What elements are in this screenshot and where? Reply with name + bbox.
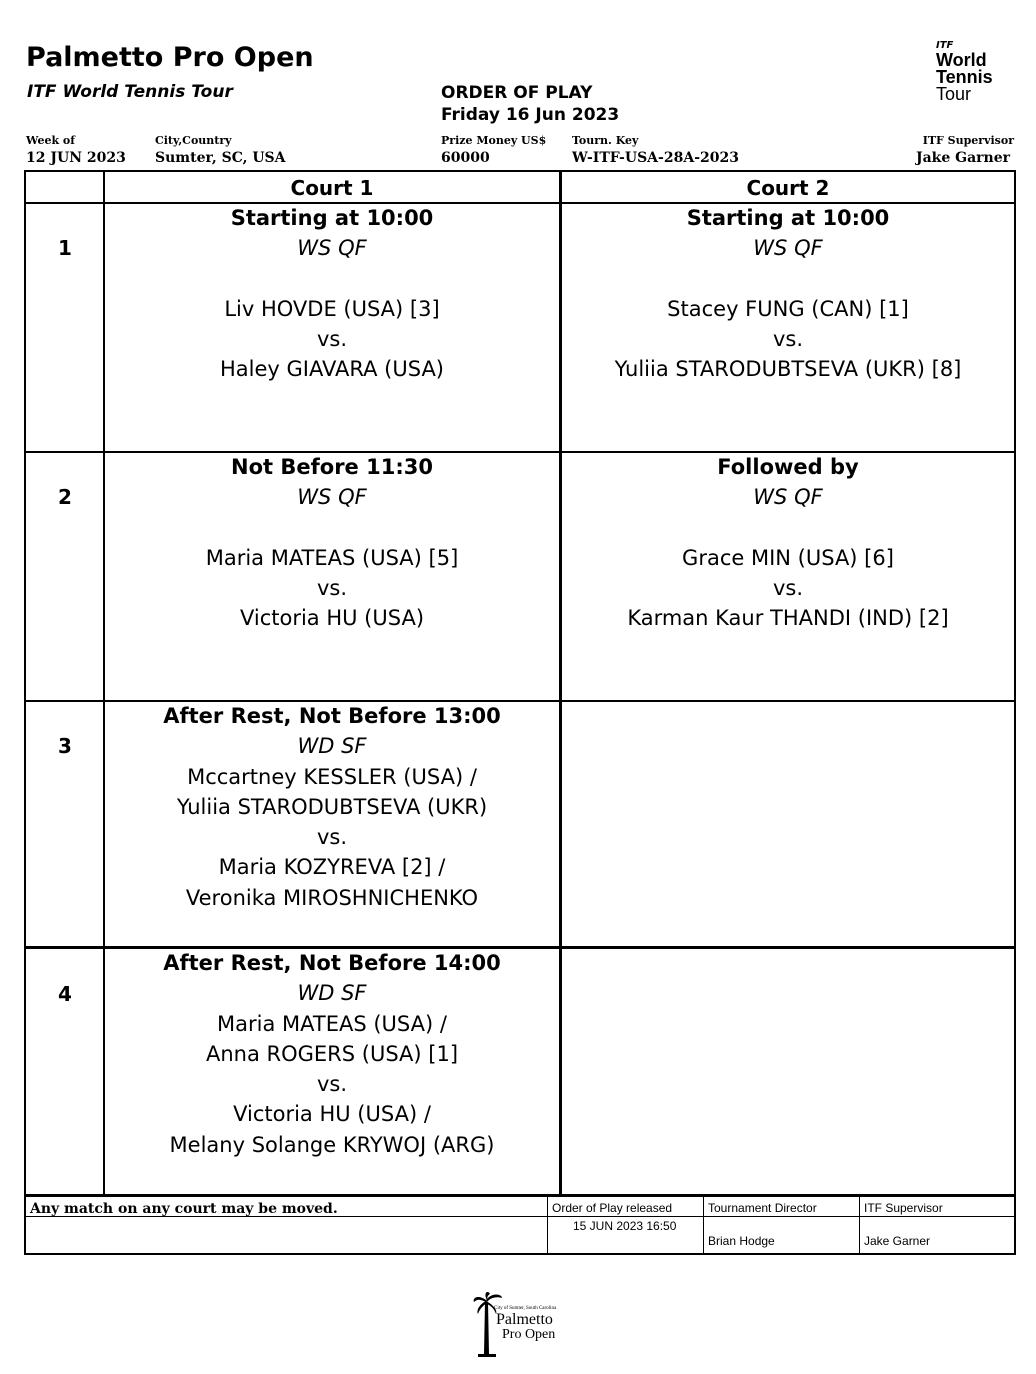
footer-supervisor-value: Jake Garner	[864, 1234, 931, 1248]
versus: vs.	[772, 326, 804, 351]
player-line: Maria KOZYREVA [2] /	[218, 855, 446, 880]
match-event: WS QF	[753, 236, 823, 261]
week-value: 12 JUN 2023	[26, 150, 126, 166]
grid-divider	[26, 1194, 1014, 1197]
week-label: Week of	[26, 134, 75, 147]
tourn-key-value: W-ITF-USA-28A-2023	[572, 150, 739, 166]
versus: vs.	[316, 326, 348, 351]
grid-divider	[859, 1197, 860, 1253]
order-of-play-heading	[441, 82, 619, 126]
sponsor-line2: Pro Open	[502, 1327, 556, 1342]
released-label: Order of Play released	[552, 1201, 673, 1215]
tour-subtitle: ITF World Tennis Tour	[27, 82, 233, 102]
tournament-title: Palmetto Pro Open	[26, 42, 314, 73]
player-line: Yuliia STARODUBTSEVA (UKR)	[176, 794, 488, 819]
row-number: 2	[58, 485, 72, 509]
released-value: 15 JUN 2023 16:50	[573, 1219, 677, 1233]
prize-label: Prize Money US$	[441, 134, 547, 147]
match-cell	[105, 203, 559, 384]
director-label: Tournament Director	[708, 1201, 817, 1215]
row-number: 4	[58, 982, 72, 1006]
city-value: Sumter, SC, USA	[155, 150, 286, 166]
court-2-header: Court 2	[746, 176, 830, 200]
city-label: City,Country	[155, 134, 232, 147]
palmetto-pro-open-logo	[472, 1292, 568, 1362]
match-time: Not Before 11:30	[231, 455, 433, 479]
player-line: Haley GIAVARA (USA)	[219, 357, 445, 382]
player-line: Liv HOVDE (USA) [3]	[224, 296, 440, 321]
court-1-header: Court 1	[290, 176, 374, 200]
match-event: WS QF	[297, 236, 367, 261]
match-time: Starting at 10:00	[230, 206, 434, 230]
play-date: Friday 16 Jun 2023	[441, 105, 620, 125]
player-line: Mccartney KESSLER (USA) /	[187, 764, 477, 789]
footer-supervisor-label: ITF Supervisor	[864, 1201, 943, 1215]
match-time: Followed by	[717, 455, 859, 479]
match-time: After Rest, Not Before 14:00	[163, 951, 501, 975]
match-event: WS QF	[297, 485, 367, 510]
grid-divider	[547, 1197, 548, 1253]
player-line: Yuliia STARODUBTSEVA (UKR) [8]	[614, 357, 962, 382]
match-cell	[562, 203, 1014, 384]
player-line: Veronika MIROSHNICHENKO	[185, 885, 479, 910]
logo-word-world: World	[936, 50, 987, 70]
row-number: 3	[58, 734, 72, 758]
supervisor-value: Jake Garner	[915, 150, 1010, 166]
versus: vs.	[772, 575, 804, 600]
match-cell	[105, 701, 559, 913]
player-line: Grace MIN (USA) [6]	[682, 545, 894, 570]
logo-word-tour: Tour	[936, 84, 972, 104]
logo-word-tennis: Tennis	[936, 67, 993, 87]
player-line: Maria MATEAS (USA) /	[217, 1011, 447, 1036]
player-line: Maria MATEAS (USA) [5]	[205, 545, 459, 570]
match-time: Starting at 10:00	[686, 206, 890, 230]
director-value: Brian Hodge	[708, 1234, 775, 1248]
row-number: 1	[58, 236, 72, 260]
match-event: WD SF	[297, 981, 367, 1006]
footer-note: Any match on any court may be moved.	[30, 1201, 338, 1217]
match-event: WD SF	[297, 734, 367, 759]
player-line: Melany Solange KRYWOJ (ARG)	[169, 1132, 495, 1157]
versus: vs.	[316, 825, 348, 850]
supervisor-label: ITF Supervisor	[922, 134, 1014, 147]
versus: vs.	[316, 1072, 348, 1097]
player-line: Victoria HU (USA) /	[233, 1102, 431, 1127]
match-cell	[105, 452, 559, 633]
match-event: WS QF	[753, 485, 823, 510]
player-line: Anna ROGERS (USA) [1]	[205, 1041, 459, 1066]
grid-divider	[703, 1197, 704, 1253]
order-label: ORDER OF PLAY	[441, 83, 593, 103]
sponsor-small-text: City of Sumter, South Carolina	[494, 1306, 557, 1311]
tourn-key-label: Tourn. Key	[572, 134, 639, 147]
match-cell	[105, 948, 559, 1160]
itf-text: ITF	[936, 40, 954, 51]
versus: vs.	[316, 575, 348, 600]
match-time: After Rest, Not Before 13:00	[163, 704, 501, 728]
player-line: Stacey FUNG (CAN) [1]	[667, 296, 909, 321]
player-line: Karman Kaur THANDI (IND) [2]	[627, 606, 949, 631]
player-line: Victoria HU (USA)	[239, 606, 425, 631]
prize-value: 60000	[441, 150, 490, 166]
match-cell	[562, 452, 1014, 633]
itf-logo	[936, 40, 1016, 108]
sponsor-line1: Palmetto	[496, 1311, 553, 1328]
